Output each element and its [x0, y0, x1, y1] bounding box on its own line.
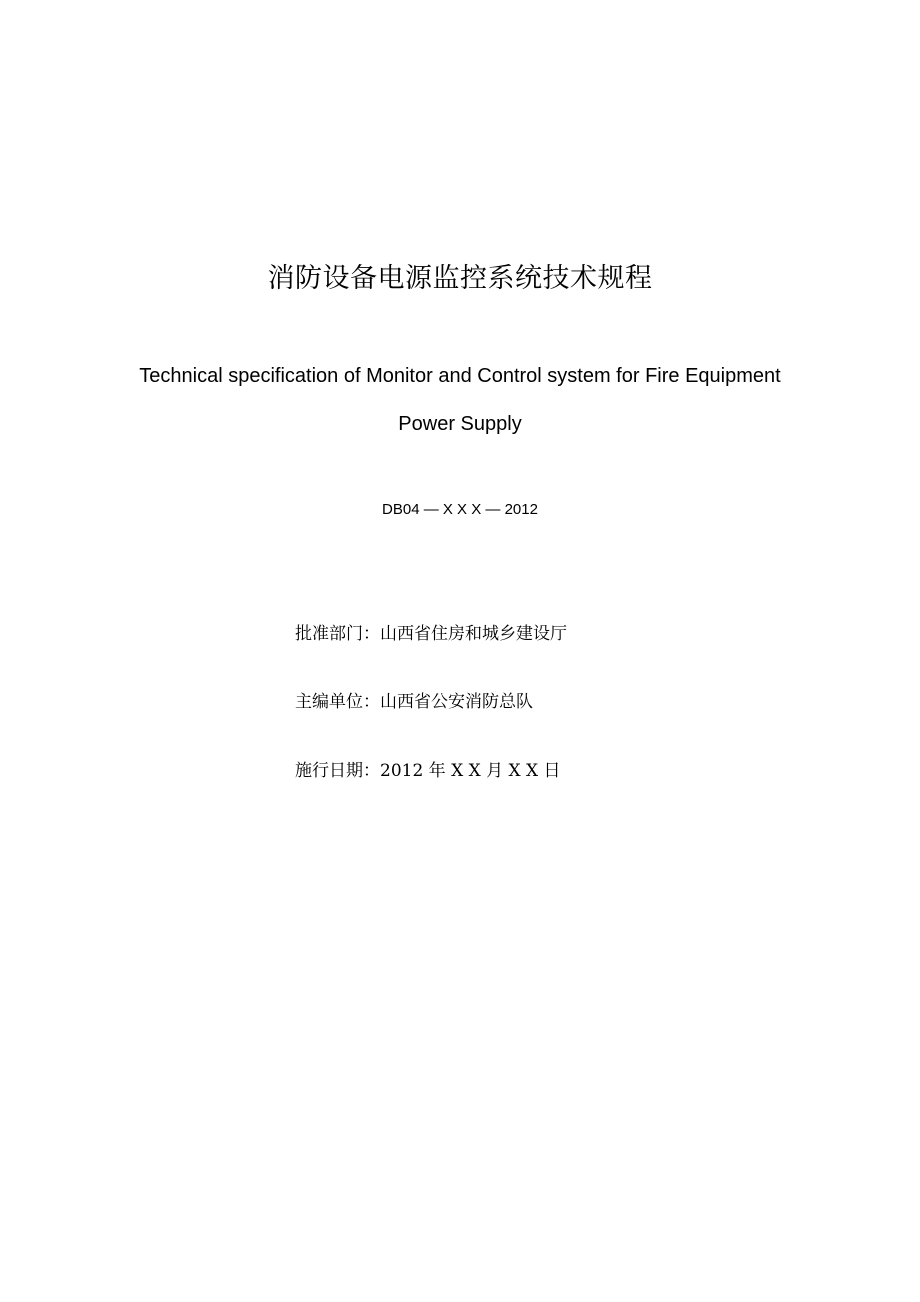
document-title-english-line-1: Technical specification of Monitor and Control system for Fire Equipment [139, 365, 781, 387]
approval-department: 批准部门：山西省住房和城乡建设厅 [295, 624, 567, 644]
document-title-english-line-2: Power Supply [398, 413, 522, 435]
standard-code: DB04 — X X X — 2012 [382, 501, 538, 518]
chief-editor-unit: 主编单位：山西省公安消防总队 [295, 692, 533, 712]
document-title-chinese: 消防设备电源监控系统技术规程 [267, 263, 653, 294]
effective-date: 施行日期：2012 年 X X 月 X X 日 [295, 761, 561, 781]
